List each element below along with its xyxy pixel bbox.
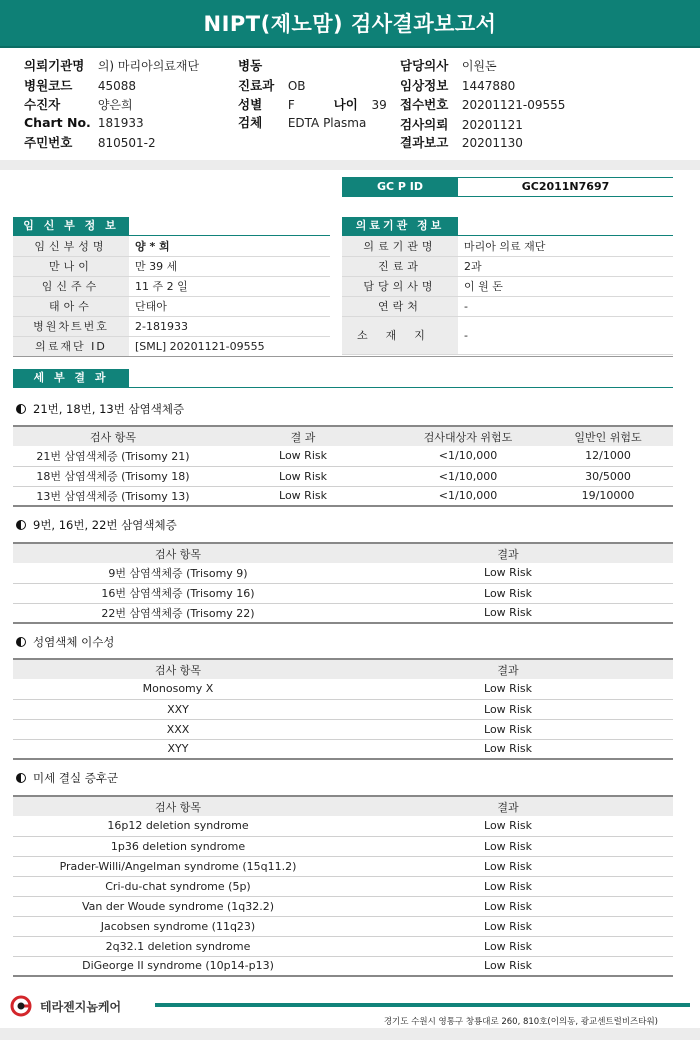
table-row: 21번 삼염색체증 (Trisomy 21) Low Risk <1/10,000 12/1000 [13,446,673,466]
section-title: 21번, 18번, 13번 삼염색체증 [16,401,184,417]
gcpid-label: GC P ID [342,177,458,197]
header-row: 담당의사 이원돈 [400,58,497,73]
table-row: Van der Woude syndrome (1q32.2) Low Risk [13,896,673,916]
divider [13,356,673,357]
header-row: 검사의뢰 20201121 [400,117,523,132]
column-header: 검사대상자 위험도 [393,426,543,446]
table-row: 13번 삼염색체증 (Trisomy 13) Low Risk <1/10,000 19/10000 [13,486,673,506]
table-row: Cri-du-chat syndrome (5p) Low Risk [13,876,673,896]
header-row: 의뢰기관명 의) 마리아의료재단 [24,58,200,73]
heading-underline [13,387,673,388]
header-row: 병동 [238,58,263,73]
trisomy-21-18-13-table [13,425,673,507]
header-row: 결과보고 20201130 [400,135,523,150]
column-header: 검사 항목 [13,543,343,563]
institution-info-heading: 의료기관 정보 [342,217,458,235]
header-row: Chart No. 181933 [24,115,144,130]
microdeletion-table [13,795,673,977]
table-row: DiGeorge II syndrome (10p14-p13) Low Risk [13,956,673,976]
info-row: 태아수 단태아 [13,296,330,316]
header-row: 검체 EDTA Plasma [238,115,367,130]
table-row: XXX Low Risk [13,719,673,739]
detail-results-heading: 세 부 결 과 [13,369,129,387]
info-row: 병원차트번호 2-181933 [13,316,330,336]
footer-accent-line [155,1003,690,1007]
table-header-row [13,659,673,679]
column-header: 검사 항목 [13,426,213,446]
column-header: 결 과 [213,426,393,446]
company-name: 테라젠지놈케어 [40,999,122,1014]
half-circle-icon [16,637,26,647]
column-header: 검사 항목 [13,796,343,816]
table-row: 1p36 deletion syndrome Low Risk [13,836,673,856]
half-circle-icon [16,520,26,530]
table-row: Jacobsen syndrome (11q23) Low Risk [13,916,673,936]
table-header-row [13,543,673,563]
table-header-row [13,426,673,446]
section-title: 성염색체 이수성 [16,634,114,650]
info-row: 연락처 - [342,296,673,316]
column-header: 결과 [343,543,673,563]
info-row: 소재지 - [342,316,673,354]
table-row: Monosomy X Low Risk [13,679,673,699]
header-row: 병원코드 45088 [24,78,137,93]
section-title: 미세 결실 증후군 [16,770,118,786]
footer-band [0,1028,700,1040]
table-header-row [13,796,673,816]
table-row: XYY Low Risk [13,739,673,759]
company-logo [10,995,121,1017]
info-row: 의료기관명 마리아 의료 재단 [342,236,673,256]
sex-chromosome-table [13,658,673,760]
header-row: 임상정보 1447880 [400,78,516,93]
table-row: 2q32.1 deletion syndrome Low Risk [13,936,673,956]
table-row: XXY Low Risk [13,699,673,719]
header-row: 접수번호 20201121-09555 [400,97,566,112]
table-row: 22번 삼염색체증 (Trisomy 22) Low Risk [13,603,673,623]
info-row: 임신부성명 양 * 희 [13,236,330,256]
company-logo-icon [10,995,36,1017]
section-title: 9번, 16번, 22번 삼염색체증 [16,517,177,533]
institution-info-table [342,236,673,355]
report-title: NIPT(제노맘) 검사결과보고서 [203,12,497,36]
pregnant-info-table [13,236,330,357]
header-row: 주민번호 810501-2 [24,135,156,150]
column-header: 결과 [343,796,673,816]
table-row: Prader-Willi/Angelman syndrome (15q11.2) Low Risk [13,856,673,876]
info-row: 만나이 만 39 세 [13,256,330,276]
report-title-bar [0,0,700,48]
header-row: 성별 F 나이 39 [238,97,387,112]
table-row: 16p12 deletion syndrome Low Risk [13,816,673,836]
column-header: 결과 [343,659,673,679]
header-row: 진료과 OB [238,78,306,93]
column-header: 일반인 위험도 [543,426,673,446]
half-circle-icon [16,773,26,783]
company-address: 경기도 수원시 영통구 창룡대로 260, 810호(이의동, 광교센트럴비즈타워) [383,1017,658,1027]
header-row: 수진자 양은희 [24,97,133,112]
divider-band [0,160,700,170]
column-header: 검사 항목 [13,659,343,679]
half-circle-icon [16,404,26,414]
info-row: 담당의사명 이 원 돈 [342,276,673,296]
info-row: 진료과 2과 [342,256,673,276]
trisomy-9-16-22-table [13,542,673,624]
gcpid-value: GC2011N7697 [458,177,673,197]
table-row: 16번 삼염색체증 (Trisomy 16) Low Risk [13,583,673,603]
table-row: 18번 삼염색체증 (Trisomy 18) Low Risk <1/10,000 30/5000 [13,466,673,486]
info-row: 임신주수 11 주 2 일 [13,276,330,296]
pregnant-info-heading: 임 신 부 정 보 [13,217,129,235]
table-row: 9번 삼염색체증 (Trisomy 9) Low Risk [13,563,673,583]
header-info [0,48,700,160]
info-row: 의료재단 ID [SML] 20201121-09555 [13,336,330,356]
